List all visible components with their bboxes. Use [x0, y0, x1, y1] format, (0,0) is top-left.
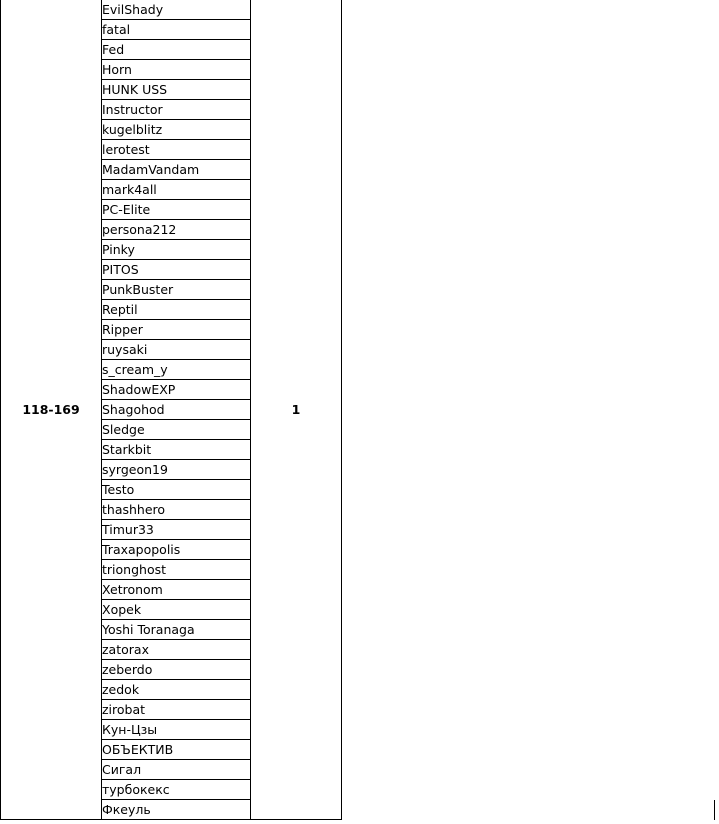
player-name-cell[interactable]: Pinky — [102, 240, 251, 260]
results-table — [0, 0, 342, 820]
player-name-cell[interactable]: Reptil — [102, 300, 251, 320]
player-name-cell[interactable]: Sledge — [102, 420, 251, 440]
player-name-cell[interactable]: fatal — [102, 20, 251, 40]
player-name-cell[interactable]: kugelblitz — [102, 120, 251, 140]
player-name-cell[interactable]: trionghost — [102, 560, 251, 580]
player-name-cell[interactable]: persona212 — [102, 220, 251, 240]
player-name-cell[interactable]: ruysaki — [102, 340, 251, 360]
player-name-cell[interactable]: MadamVandam — [102, 160, 251, 180]
player-name-cell[interactable]: Starkbit — [102, 440, 251, 460]
player-name-cell[interactable]: Fed — [102, 40, 251, 60]
player-name-cell[interactable]: Сигал — [102, 760, 251, 780]
player-name-cell[interactable]: zatorax — [102, 640, 251, 660]
text-cursor — [714, 800, 715, 820]
player-name-cell[interactable]: PC-Elite — [102, 200, 251, 220]
player-name-cell[interactable]: турбокекс — [102, 780, 251, 800]
player-name-cell[interactable]: Traxapopolis — [102, 540, 251, 560]
player-name-cell[interactable]: Horn — [102, 60, 251, 80]
player-name-cell[interactable]: Xopek — [102, 600, 251, 620]
results-table-body — [1, 0, 342, 820]
player-name-cell[interactable]: zirobat — [102, 700, 251, 720]
player-name-cell[interactable]: zedok — [102, 680, 251, 700]
player-name-cell[interactable]: Кун-Цзы — [102, 720, 251, 740]
player-name-cell[interactable]: ОБЪЕКТИВ — [102, 740, 251, 760]
player-name-cell[interactable]: Shagohod — [102, 400, 251, 420]
player-name-cell[interactable]: thashhero — [102, 500, 251, 520]
player-name-cell[interactable]: Ripper — [102, 320, 251, 340]
table-row — [1, 0, 342, 20]
player-name-cell[interactable]: Testo — [102, 480, 251, 500]
player-name-cell[interactable]: Yoshi Toranaga — [102, 620, 251, 640]
player-name-cell[interactable]: syrgeon19 — [102, 460, 251, 480]
player-name-cell[interactable]: s_cream_y — [102, 360, 251, 380]
rank-range-cell[interactable]: 118-169 — [1, 0, 102, 820]
player-name-cell[interactable]: Instructor — [102, 100, 251, 120]
player-name-cell[interactable]: PunkBuster — [102, 280, 251, 300]
player-name-cell[interactable]: ShadowEXP — [102, 380, 251, 400]
player-name-cell[interactable]: Xetronom — [102, 580, 251, 600]
player-name-cell[interactable]: HUNK USS — [102, 80, 251, 100]
player-name-cell[interactable]: zeberdo — [102, 660, 251, 680]
player-name-cell[interactable]: mark4all — [102, 180, 251, 200]
player-name-cell[interactable]: Фкеуль — [102, 800, 251, 820]
score-cell[interactable]: 1 — [251, 0, 342, 820]
player-name-cell[interactable]: Timur33 — [102, 520, 251, 540]
player-name-cell[interactable]: EvilShady — [102, 0, 251, 20]
player-name-cell[interactable]: PITOS — [102, 260, 251, 280]
player-name-cell[interactable]: lerotest — [102, 140, 251, 160]
